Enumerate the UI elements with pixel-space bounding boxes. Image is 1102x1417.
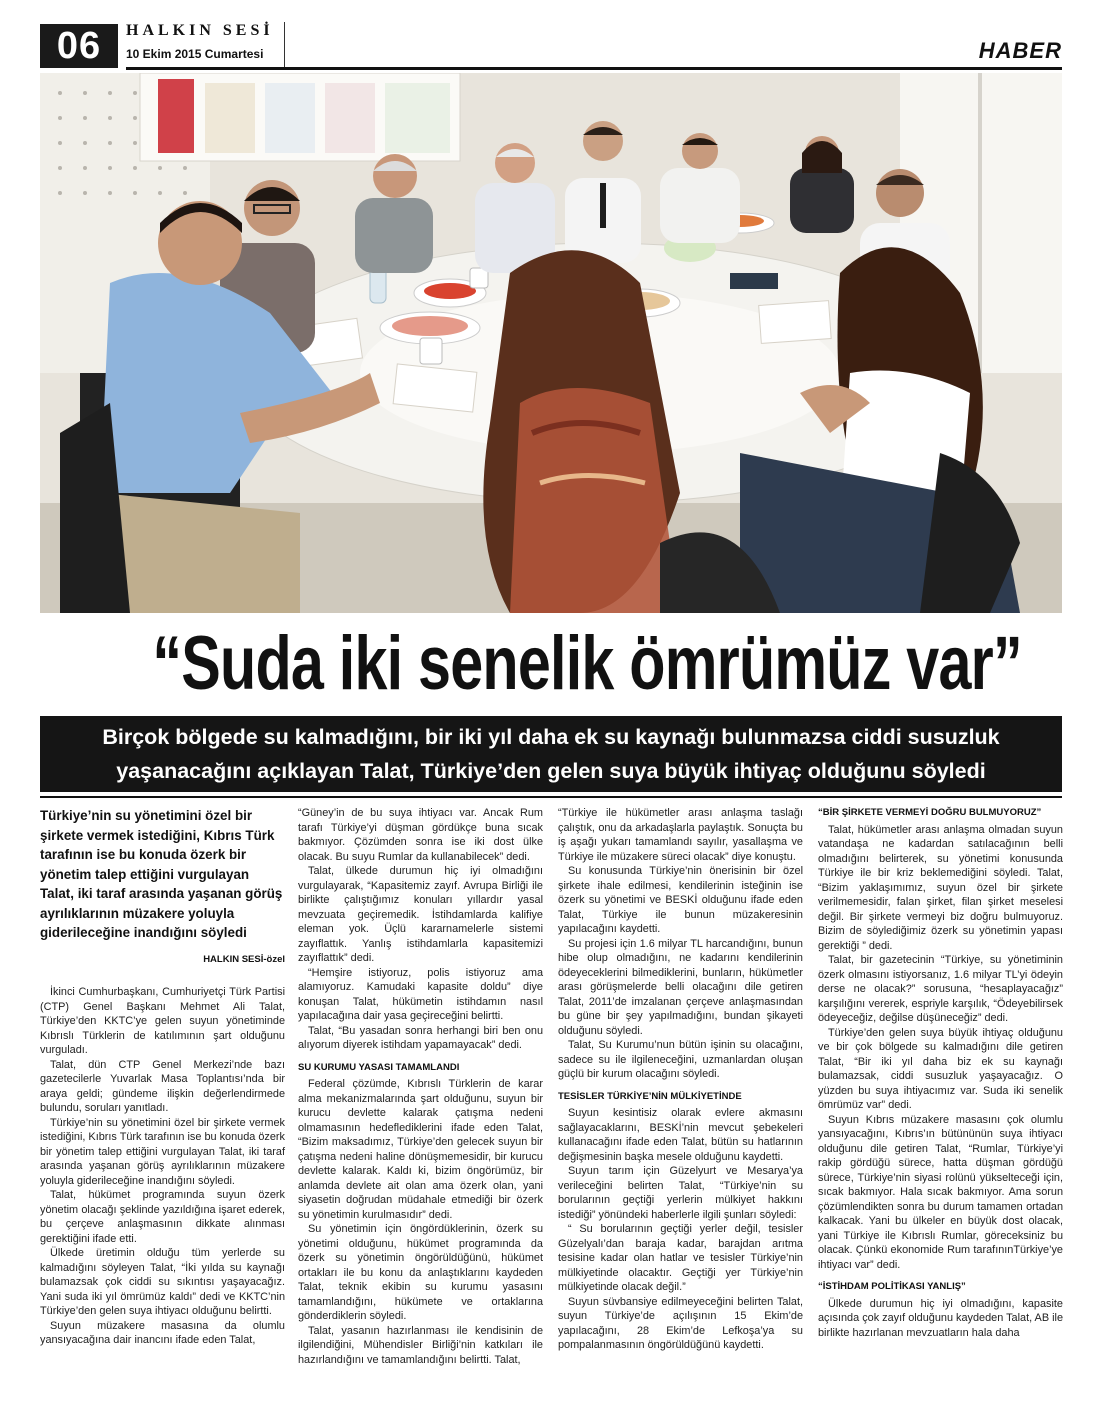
paragraph: Talat, ülkede durumun hiç iyi olmadığını vurgulayarak, “Kapasitemiz zayıf. Avrupa Birliği ile birlikte çalıştığımız konuları yıllardır yasal mevzuata geçiremedik. İstihdamlarda kalifiye eleman yok. Üçlü kararnamelerle sistemi zayıflattık. Yanlış istihdamlarla kapasitemizi zayıflattık” dedi.	[298, 865, 543, 964]
headline: “Suda iki senelik ömrümüz var”	[152, 621, 1022, 706]
article-column-4	[818, 806, 1063, 1340]
deck-line-1: Birçok bölgede su kalmadığını, bir iki yıl daha ek su kaynağı bulunmazsa ciddi susuzluk	[102, 725, 1000, 749]
masthead-rule	[126, 67, 1062, 70]
tablet	[730, 273, 778, 289]
paper	[393, 364, 477, 412]
brand-block	[126, 22, 285, 68]
wall-chart-panel	[265, 83, 315, 153]
byline: HALKIN SESİ-özel	[203, 953, 285, 965]
article-column-2	[298, 806, 543, 1367]
subhead-istihdam: “İSTİHDAM POLİTİKASI YANLIŞ”	[818, 1281, 966, 1292]
wall-chart-panel	[325, 83, 375, 153]
subhead-su-kurumu: SU KURUMU YASASI TAMAMLANDI	[298, 1061, 460, 1073]
paragraph: İkinci Cumhurbaşkanı, Cumhuriyetçi Türk Partisi (CTP) Genel Başkanı Mehmet Ali Talat, Türkiye’den KKTC’ye gelen suyun yönetiminde Kıbrıslı Türklerin de katılımının şart olduğunu vurguladı.	[40, 986, 285, 1056]
deck	[40, 716, 1062, 792]
article-column-3	[558, 806, 803, 1353]
wall-chart-panel	[205, 83, 255, 153]
paragraph: “Güney’in de bu suya ihtiyacı var. Ancak Rum tarafı Türkiye’yi düşman gördükçe buna sıcak bakmıyor. Çözümden sonra ise iki dost ülke olacak. Bu suyu Rumlar da kullanabilecek” dedi.	[298, 807, 543, 863]
paragraph: Ülkede durumun hiç iyi olmadığını, kapasite açısında çok zayıf olduğunu kaydeden Talat, AB ile birlikte hazırlanan mevzuatların hala daha	[818, 1297, 1064, 1339]
paragraph: Talat, dün CTP Genel Merkezi’nde bazı gazetecilerle Yuvarlak Masa Toplantısı’nda bir araya geldi; gündeme ilişkin değerlendirmede bulundu, soruları yanıtladı.	[40, 1058, 285, 1114]
article-column-1	[40, 806, 285, 1348]
paragraph: Talat, bir gazetecinin “Türkiye, su yönetiminin özerk olmasını istiyorsanız, 1.6 milyar TL’yi ödeyin derse ne olacak?” sorusuna, “hesaplayacağız” karşılığını vererek, espriyle karşılık, “Ödeyebilirsek ödeyeceğiz, değilse düşüneceğiz” dedi.	[818, 954, 1063, 1024]
subhead-sirket: “BİR ŞİRKETE VERMEYİ DOĞRU BULMUYORUZ”	[818, 807, 1042, 818]
paragraph: “Hemşire istiyoruz, polis istiyoruz ama alamıyoruz. Kamudaki kapasite doldu” diye konuşan Talat, hükümetin istihdamın nasıl yapılacağına dair yasa geçireceğini belirtti.	[298, 966, 543, 1022]
paragraph: Suyun süvbansiye edilmeyeceğini belirten Talat, suyun Türkiye’de açılışının 15 Ekim’de yapılacağını, 28 Ekim’de Lefkoşa’ya su pompalanmasının öngörüldüğünü kaydetti.	[558, 1295, 803, 1351]
paragraph: Türkiye’den gelen suya büyük ihtiyaç olduğunu ve bir çok bölgede su kalmadığını dile getiren Talat, “Bir iki yıl daha biz ek su kaynağı bulamazsak, ciddi susuzluk yaşayacağız. O yüzden bu suya ihtiyacımız var. Suda iki senelik ömrümüz var” dedi.	[818, 1026, 1063, 1111]
paragraph: Talat, yasanın hazırlanması ile kendisinin de ilgilendiğini, Mühendisler Birliği’nin katkıları ile hazırlandığını ve tamamlandığını belirtti. Talat,	[298, 1324, 543, 1366]
deck-rule	[40, 796, 1062, 798]
section-label: HABER	[978, 38, 1062, 63]
masthead	[40, 18, 1062, 70]
meeting-illustration	[40, 73, 1062, 613]
paper	[759, 301, 831, 344]
newspaper-brand: HALKIN SESİ	[126, 22, 274, 39]
paragraph: Suyun Kıbrıs müzakere masasını çok olumlu yansıyacağını, Kıbrıs’ın bütününün suya ihtiyacı olduğunu dile getiren Talat, “Rumlar, Türkiye’yi rakip gördüğü sürece, hatta düşman gördüğü sürece, Türkiye’nin siyasi rolünü yükselteceği için, sıcak bakmıyor. Hala sıcak bakmıyor. Ama sorun çözümlendikten sonra bu durum tamamen ortadan kalkacak. Yani bu ülkeler en büyük dost olacak, yani Türkiye ile Kıbrıslı Rumlar, göreceksiniz bu olacak. Çünkü ekonomide Rum tarafınınTürkiye’ye ihtiyacı var” dedi.	[818, 1113, 1063, 1271]
paragraph: Su yönetimin için öngördüklerinin, özerk su yönetimi olduğunu, hükümet programında da özerk su yönetimin öngörüldüğünü, hükümet ortakları ile bu konu da anlaştıklarını kaydeden Talat, teknik ekibin su kurumu yasasını tamamlandığını, hükümete ve ortaklarına gönderdiklerin söyledi.	[298, 1223, 543, 1322]
issue-date: 10 Ekim 2015 Cumartesi	[126, 47, 264, 61]
meeting-photo	[40, 73, 1062, 613]
paragraph: Türkiye’nin su yönetimini özel bir şirkete vermek istediğini, Kıbrıs Türk tarafının ise bu konuda özerk bir yönetim talep ettiğini vurgulayan Talat, iki taraf arasında yaşanan görüş ayrılıklarının müzakere yoluyla giderileceğine inandığını söyledi.	[40, 1116, 285, 1187]
paragraph: Su konusunda Türkiye’nin önerisinin bir özel şirkete ihale edilmesi, kendilerinin isteğinin ise özerk su yönetimi ve BESKİ olduğunu ifade eden Talat, Türkiye ile bunun müzakeresinin yapılacağını kaydetti.	[558, 865, 803, 935]
paragraph: Talat, “Bu yasadan sonra herhangi biri ben onu alıyorum diyerek istihdam yapamayacak” dedi.	[298, 1024, 543, 1051]
paragraph: Suyun tarım için Güzelyurt ve Mesarya’ya verileceğini belirten Talat, “Türkiye’nin su borularının geçtiği yerlerin mülkiyet hakkını istediği” yönündeki haberlerle ilgili şunları söyledi:	[558, 1165, 803, 1221]
paragraph: Ülkede üretimin olduğu tüm yerlerde su kalmadığını söyleyen Talat, “İki yılda su kaynağı bulamazsak çok ciddi su sıkıntısı yaşayacağız. Yani suda iki yıl ömrümüz kaldı” dedi ve KKTC’nin Türkiye’den gelen suya ihtiyacı olduğunu belirtti.	[40, 1247, 285, 1317]
wall-chart-panel	[385, 83, 450, 153]
subhead-tesisler: TESİSLER TÜRKİYE’NİN MÜLKİYETİNDE	[558, 1090, 742, 1102]
deck-line-2: yaşanacağını açıklayan Talat, Türkiye’den gelen suya büyük ihtiyaç olduğunu söyledi	[116, 759, 986, 783]
paragraph: Suyun kesintisiz olarak evlere akmasını sağlayacaklarını, BESKİ’nin mevcut şebekeleri kullanacağını ifade eden Talat, bütün su hatlarının değişmesinin başka mesele olduğunu kaydetti.	[558, 1107, 803, 1163]
plate-food	[392, 316, 468, 336]
wall-chart-red-block	[158, 79, 194, 153]
paragraph: Talat, Su Kurumu’nun bütün işinin su olacağını, sadece su ile ilgileneceğini, uzmanlardan oluşan güçlü bir kurum olacağını söyledi.	[558, 1039, 803, 1080]
paragraph: Su projesi için 1.6 milyar TL harcandığını, bunun hibe olup olmadığını, ne kadarını kendilerinin ödeyeceklerini bilmediklerini, bunların, hükümetler arası görüşmelerde belli olacağını dile getiren Talat, 2011’de imzalanan çerçeve anlaşmasından bu güne bir şey yapılmadığını, bundan şikayeti olduğunu söyledi.	[558, 937, 803, 1037]
paragraph: Talat, hükümet programında suyun özerk yönetim olacağı şeklinde yazıldığına işaret ederek, bu çerçeve anlaşmasının dikkate alınması gerektiğini ifade etti.	[40, 1189, 285, 1245]
paragraph: “ Su borularının geçtiği yerler değil, tesisler Güzelyalı’dan baraja kadar, barajdan arıtma tesisine kadar olan hatlar ve tesisler Türkiye’nin mülkiyetinde olacaktır. Geçtiği yer Türkiye’nin mülkiyetinde olacak değil.”	[558, 1223, 803, 1293]
page-number: 06	[40, 24, 118, 68]
plate-food	[424, 283, 476, 299]
paragraph: Talat, hükümetler arası anlaşma olmadan suyun vatandaşa ne kadardan satılacağının belli olmadığını belirterek, su yönetimi konusunda Türkiye ile bir kriz beklemediğini söyledi. Talat, “Bizim yaklaşımımız, suyun özel bir şirkete verilmemesidir, falan şirket, filan şirket meselesi değil. Bir şirkete vermeyi biz doğru bulmuyoruz. Bizim de söylediğimiz özerk su yönetimin yapası gerektiği ” dedi.	[818, 823, 1063, 952]
cup	[420, 338, 442, 364]
paragraph: Suyun müzakere masasına da olumlu yansıyacağına dair inancını ifade eden Talat,	[40, 1319, 285, 1346]
article-lead: Türkiye’nin su yönetimini özel bir şirkete vermek istediğini, Kıbrıs Türk tarafının ise bu konuda özerk bir yönetim talep ettiğini vurgulayan Talat, iki taraf arasında yaşanan görüş ayrılıklarının müzakere yoluyla giderileceğine inandığını söyledi	[40, 808, 283, 940]
paragraph: “Türkiye ile hükümetler arası anlaşma taslağı çalıştık, onu da arkadaşlarla paylaştık. Sonuçta bu iş aşağı yukarı tamamlandı sayılır, yasallaşma ve Türkiye ile müzakere süreci olacak” diye konuştu.	[558, 807, 803, 863]
paragraph: Federal çözümde, Kıbrıslı Türklerin de karar alma mekanizmalarında şart olduğunu, suyun bir kurucu devlette kalarak çatışma nedeni olmamasının hedeflediklerini ifade eden Talat, “Bizim maksadımız, Türkiye’den gelecek suyun bir çatışma nedeni haline dönüşmemesidir, bir kurucu devlette kalarak. Kaldı ki, bizim öngörümüz, bir anlamda devlete ait olan ama özerk olan, yani siyasetin doğrudan müdahale etmediği bir özerk su yönetimin kurulmasıdır” dedi.	[298, 1078, 543, 1221]
